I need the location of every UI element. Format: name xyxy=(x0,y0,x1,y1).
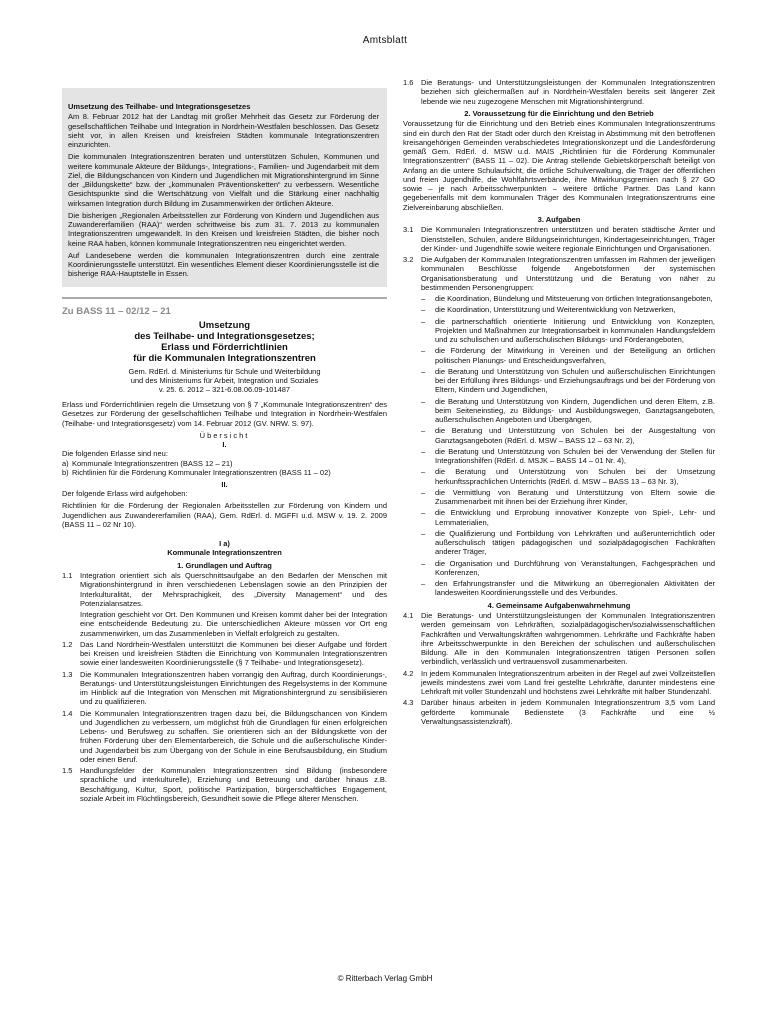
list-dash: – xyxy=(421,487,426,497)
paragraph-text: Die Beratungs- und Unterstützungsleistungen der Kommunalen Integrationszentren beziehen sich gleichermaßen auf in Nordrhein-Westfalen bereits seit längerer Zeit lebende wie neu zugezogene Menschen mit Migrationshintergrund. xyxy=(421,78,715,106)
list-dash: – xyxy=(421,508,426,518)
list-text: die Förderung der Mitwirkung in Vereinen und der Beteiligung an örtlichen politischen Planungs- und Entscheidungsverfahren, xyxy=(435,346,715,365)
decree-title xyxy=(62,320,387,364)
right-column xyxy=(403,78,715,728)
paragraph-number: 4.1 xyxy=(403,611,414,620)
list-text: die Beratung und Unterstützung von Schulen bei der Ausgestaltung von Ganztagsangeboten (RdErl. d. MSW – BASS 12 – 63 Nr. 2), xyxy=(435,426,715,445)
paragraph-number: 1.5 xyxy=(62,766,73,776)
list-dash: – xyxy=(421,396,426,406)
left-column xyxy=(62,78,387,805)
paragraph-text: Die Kommunalen Integrationszentren tragen dazu bei, die Bildungschancen von Kindern und Jugendlichen zu verbessern, um möglichst früh die Grundlagen für einen erfolgreichen Lebens- und Berufsweg zu schaffen. Sie orientieren sich an der Bildungskette von der frühen Förderung über den Elementarbereich, die Schule und die außerschulische Kinder- und Jugendarbeit bis zum Übergang von der Schule in eine Berufsausbildung, ein Studium oder einen Beruf. xyxy=(80,708,387,764)
section-paragraph: Voraussetzung für die Einrichtung und den Betrieb eines Kommunalen Integrationszentrums sind ein durch den Rat der Stadt oder durch den Kreistag in Abstimmung mit den betroffenen kreisangehörigen Gemeinden verabschiedetes Integrationskonzept und die Landesförderung gemäß Gem. RdErl. d. MSW u.d. MAIS „Richtlinien für die Förderung Kommunaler Integrationszentren“ (BASS 11 – 02). Die Antrag stellende Gebietskörperschaft beteiligt von Anfang an die untere Schulaufsicht, die örtliche Schulverwaltung, die Träger der öffentlichen und freien Jugendhilfe, die Wohlfahrtsverbände, ihre Mitwirkungsgremien nach § 27 GO sowie – je nach Arbeitsschwerpunkten – weitere örtliche Partner. Das Land kann gegebenenfalls mit dem kommunalen Träger des Kommunalen Integrationszentrums eine Zielvereinbarung abschließen. xyxy=(403,119,715,212)
paragraph-number: 1.6 xyxy=(403,78,414,87)
numbered-paragraph xyxy=(403,255,715,292)
section-heading: I. xyxy=(222,440,227,450)
numbered-paragraph xyxy=(403,698,715,726)
numbered-paragraph xyxy=(403,611,715,667)
list-item xyxy=(421,559,715,578)
list-text: die partnerschaftlich orientierte Initiierung und Entwicklung von Konzepten, Projekten und Maßnahmen zur Integrationsarbeit in kommunalen Handlungsfeldern und zu schulischen und außerschulischen Bildungs- und Förderangeboten, xyxy=(435,316,715,344)
decree-title-line: für die Kommunalen Integrationszentren xyxy=(133,352,316,364)
paragraph-number: 1.1 xyxy=(62,571,73,581)
list-item xyxy=(421,426,715,445)
list-dash: – xyxy=(421,316,426,326)
part-label: I a) xyxy=(219,539,230,549)
paragraph-text: Handlungsfelder der Kommunalen Integrationszentren sind Bildung (insbesondere sprachliche und interkulturelle), Erziehung und Betreuung und darüber hinaus z.B. Beschäftigung, Kultur, Sport, politische Partizipation, bürgerschaftliches Engagement, soziale Arbeit im Flüchtlingsbereich, Gesundheit sowie die Pflege älterer Menschen. xyxy=(80,766,387,803)
numbered-paragraph xyxy=(62,709,387,765)
paragraph-number: 1.3 xyxy=(62,669,73,679)
paragraph-number: 1.2 xyxy=(62,639,73,649)
issuer-line: Gem. RdErl. d. Ministeriums für Schule und Weiterbildung xyxy=(128,366,321,376)
paragraph-number: 3.1 xyxy=(403,225,414,235)
list-item xyxy=(421,305,715,314)
list-dash: – xyxy=(421,346,426,356)
list-item xyxy=(421,579,715,598)
list-dash: – xyxy=(421,426,426,436)
list-item xyxy=(421,508,715,527)
summary-paragraph: Die bisherigen „Regionalen Arbeitsstellen zur Förderung von Kindern und Jugendlichen aus Zuwandererfamilien (RAA)“ werden schrittweise bis zum 31. 7. 2013 zu kommunalen Integrationszentren umgewandelt. In den Kreisen und kreisfreien Städten, die bisher noch keine RAA haben, können kommunale Integrationszentren neu eingerichtet werden. xyxy=(68,210,379,248)
list-text: die Qualifizierung und Fortbildung von Lehrkräften und außerunterrichtlich oder außerschulisch tätigen pädagogischen und sozialpädagogischen Fachkräften anderer Träger, xyxy=(435,528,715,557)
list-text: den Erfahrungstransfer und die Mitwirkung an überregionalen Aktivitäten der landesweiten Koordinierungsstelle und des Verbundes. xyxy=(435,579,715,598)
paragraph-text: In jedem Kommunalen Integrationszentrum arbeiten in der Regel auf zwei Vollzeitstellen jeweils mindestens zwei vom Land frei gestellte Lehrkräfte, darunter mindestens eine Lehrkraft mit voller Stundenzahl und höchstens zwei Lehrkräfte mit halber Stundenzahl. xyxy=(421,668,715,696)
list-letter: a) xyxy=(62,458,69,468)
numbered-paragraph xyxy=(403,78,715,106)
list-text: die Beratung und Unterstützung von Schulen und außerschulischen Einrichtungen bei der Erfüllung ihres Bildungs- und Erziehungsauftrags und bei der Förderung von Eltern, Kindern und Jugendlichen, xyxy=(435,366,715,395)
list-dash: – xyxy=(421,579,426,588)
list-dash: – xyxy=(421,366,426,376)
paragraph-text: Die Kommunalen Integrationszentren haben vorrangig den Auftrag, durch Koordinierungs-, Beratungs- und Unterstützungsleistungen Einrichtungen des Regelsystems in der Kommune im Hinblick auf die Integration von Menschen mit Migrationshintergrund zu sensibilisieren und zu qualifizieren. xyxy=(80,669,387,707)
list-item xyxy=(62,468,387,477)
list-item xyxy=(421,397,715,425)
section-heading: II. xyxy=(221,480,228,490)
list-dash: – xyxy=(421,467,426,477)
list-text: Kommunale Integrationszentren (BASS 12 – 21) xyxy=(72,458,233,468)
paragraph-number: 1.4 xyxy=(62,708,73,718)
list-text: die Beratung und Unterstützung von Schulen bei der Verwendung der Stellen für Integrationshilfen (RdErl. d. MSJK – BASS 14 – 01 Nr. 4), xyxy=(435,446,715,465)
paragraph-text: Die Aufgaben der Kommunalen Integrationszentren umfassen im Rahmen der jeweiligen kommunalen Beschlüsse folgende Angebotsformen der systemischen Organisationsberatung und Unterstützung und die Beratung von näher zu bestimmenden Personengruppen: xyxy=(421,255,715,292)
bass-reference: Zu BASS 11 – 02/12 – 21 xyxy=(62,297,387,317)
numbered-paragraph xyxy=(62,670,387,707)
section-heading: 1. Grundlagen und Auftrag xyxy=(177,560,272,570)
paragraph-number: 3.2 xyxy=(403,255,414,264)
paragraph-text: Die Kommunalen Integrationszentren unterstützen und beraten städtische Ämter und Dienststellen, Schulen, andere Bildungseinrichtungen, Kindertageseinrichtungen, Träger der Kinder- und Jugendhilfe sowie weitere regionale Einrichtungen und Organisationen. xyxy=(421,225,715,253)
list-letter: b) xyxy=(62,467,69,477)
list-text: die Koordination, Unterstützung und Weiterentwicklung von Netzwerken, xyxy=(435,305,676,315)
numbered-paragraph xyxy=(62,640,387,668)
page-footer: © Ritterbach Verlag GmbH xyxy=(337,974,433,983)
numbered-paragraph xyxy=(62,571,387,608)
decree-title-line: des Teilhabe- und Integrationsgesetzes; xyxy=(134,330,315,342)
page-header: Amtsblatt xyxy=(362,35,408,46)
summary-title: Umsetzung des Teilhabe- und Integrationsgesetzes xyxy=(68,102,251,111)
list-dash: – xyxy=(421,446,426,456)
summary-paragraph: Am 8. Februar 2012 hat der Landtag mit großer Mehrheit das Gesetz zur Förderung der gesellschaftlichen Teilhabe und Integration in Nordrhein-Westfalen beschlossen. Das Gesetz sieht vor, in allen Kreisen und kreisfreien Städten kommunale Integrationszentren einzurichten. xyxy=(68,112,379,149)
section-heading: 3. Aufgaben xyxy=(537,214,581,224)
list-item xyxy=(421,488,715,507)
list-item xyxy=(421,346,715,365)
list-item xyxy=(421,367,715,395)
paragraph-text: Darüber hinaus arbeiten in jedem Kommunalen Integrationszentrum 3,5 vom Land geförderte kommunale Bedienstete (3 Fachkräfte und eine ½ Verwaltungsassistenzkraft). xyxy=(421,698,715,726)
section-heading: 2. Voraussetzung für die Einrichtung und den Betrieb xyxy=(464,108,654,118)
summary-paragraph: Die kommunalen Integrationszentren beraten und unterstützen Schulen, Kommunen und weitere kommunale Akteure der Bildungs-, Integrations-, Familien- und Jugendarbeit mit dem Ziel, die Bildungschancen von Kindern und Jugendlichen mit Migrationshintergrund im Sinne der „Bildungskette“ bzw. der „kommunalen Präventionsketten“ zu verbessern. Wesentliche Gesichtspunkte sind die Wertschätzung von Vielfalt und die Stärkung einer nachhaltig wirksamen Integration durch Bildung im Zusammenwirken der örtlichen Akteure. xyxy=(68,152,379,208)
list-item xyxy=(421,467,715,486)
paragraph-number xyxy=(62,610,80,638)
numbered-paragraph xyxy=(403,669,715,697)
repealed-text: Richtlinien für die Förderung der Regionalen Arbeitsstellen zur Förderung von Kindern und Jugendlichen aus Zuwandererfamilien (RAA), Gem. RdErl. d. MGFFI u.d. MSW v. 19. 2. 2009 (BASS 11 – 02 Nr 10). xyxy=(62,501,387,529)
paragraph-text: Die Beratungs- und Unterstützungsleistungen der Kommunalen Integrationszentren werden gemeinsam von Lehrkräften, sozialpädagogischen/sozialwissenschaftlichen Fachkräften und Verwaltungskräften wahrgenommen. Lehrkräfte und Fachkräfte haben ihre Arbeitsschwerpunkte in den Bereichen der schulischen und außerschulischen Bildung. Alle in den Kommunalen Integrationszentren tätigen Personen sollen verbindlich, verlässlich und vertrauensvoll zusammenarbeiten. xyxy=(421,611,715,667)
numbered-paragraph xyxy=(403,225,715,253)
numbered-paragraph xyxy=(62,610,387,638)
list-dash: – xyxy=(421,558,426,568)
issuer-block xyxy=(62,367,387,395)
paragraph-number: 4.2 xyxy=(403,668,414,678)
list-text: die Beratung und Unterstützung von Kindern, Jugendlichen und deren Eltern, z.B. beim Seiteneinstieg, zu Bildungs- und Ausbildungswegen, Ganztagsangeboten, außerschulischen Angeboten und Übergängen, xyxy=(435,396,715,424)
issuer-line: und des Ministeriums für Arbeit, Integration und Soziales xyxy=(130,375,319,385)
list-dash: – xyxy=(421,528,426,538)
list-text: die Entwicklung und Erprobung innovativer Konzepte von Spiel-, Lehr- und Lernmaterialien, xyxy=(435,508,715,527)
summary-paragraph: Auf Landesebene werden die kommunalen Integrationszentren durch eine zentrale Koordinierungsstelle unterstützt. Ein wesentliches Element dieser Koordinierungsstelle ist die bisherige RAA-Hauptstelle in Essen. xyxy=(68,250,379,279)
decree-title-line: Erlass und Förderrichtlinien xyxy=(161,341,288,353)
list-item xyxy=(421,529,715,557)
list-item xyxy=(421,447,715,466)
issuer-line: v. 25. 6. 2012 – 321-6.08.06.09-101487 xyxy=(158,384,291,394)
summary-box xyxy=(62,88,387,287)
repealed-intro: Der folgende Erlass wird aufgehoben: xyxy=(62,489,188,499)
list-text: die Vermittlung von Beratung und Unterstützung von Eltern sowie die Zusammenarbeit mit ihnen bei der Erziehung ihrer Kinder, xyxy=(435,487,715,506)
list-text: die Koordination, Bündelung und Mitsteuerung von örtlichen Integrationsangeboten, xyxy=(435,294,713,303)
paragraph-text: Das Land Nordrhein-Westfalen unterstützt die Kommunen bei dieser Aufgabe und fördert bei Kreisen und kreisfreien Städten die Einrichtung von Kommunalen Integrationszentren sowie einer landesweiten Koordinierungsstelle (§ 7 Teilhabe- und Integrationsgesetz). xyxy=(80,639,387,668)
paragraph-number: 4.3 xyxy=(403,698,414,708)
list-dash: – xyxy=(421,294,426,303)
list-text: die Organisation und Durchführung von Veranstaltungen, Fachgesprächen und Konferenzen, xyxy=(435,558,715,577)
paragraph-text: Integration geschieht vor Ort. Den Kommunen und Kreisen kommt daher bei der Integration eine entscheidende Bedeutung zu. Die unterschiedlichen Akteure müssen vor Ort eng zusammenwirken, um das Zusammenleben in Vielfalt erfolgreich zu gestalten. xyxy=(80,610,387,638)
list-dash: – xyxy=(421,305,426,315)
new-decrees-intro: Die folgenden Erlasse sind neu: xyxy=(62,449,168,459)
list-item xyxy=(62,459,387,468)
part-title: Kommunale Integrationszentren xyxy=(167,548,282,558)
list-item xyxy=(421,317,715,345)
list-item xyxy=(421,294,715,303)
numbered-paragraph xyxy=(62,766,387,803)
overview-heading: Übersicht xyxy=(199,430,250,440)
list-text: die Beratung und Unterstützung von Schulen bei der Umsetzung herkunftssprachlichen Unterrichts (RdErl. d. MSW – BASS 13 – 63 Nr. 3), xyxy=(435,467,715,486)
paragraph-text: Integration orientiert sich als Querschnittsaufgabe an den Bedarfen der Menschen mit Migrationshintergrund in ihren verschiedenen Lebenslagen sowie an den Prinzipien der Interkulturalität, der Mehrsprachigkeit, des „Diversity Management“ und des Potenzialansatzes. xyxy=(80,571,387,608)
decree-title-line: Umsetzung xyxy=(198,319,251,331)
intro-paragraph: Erlass und Förderrichtlinien regeln die Umsetzung von § 7 „Kommunale Integrationszentren“ des Gesetzes zur Förderung der gesellschaftlichen Teilhabe und Integration in Nordrhein-Westfalen (Teilhabe- und Integrationsgesetz) vom 14. Februar 2012 (GV. NRW. S. 97). xyxy=(62,400,387,428)
section-heading: 4. Gemeinsame Aufgabenwahrnehmung xyxy=(487,600,631,610)
list-text: Richtlinien für die Förderung Kommunaler Integrationszentren (BASS 11 – 02) xyxy=(72,467,331,477)
